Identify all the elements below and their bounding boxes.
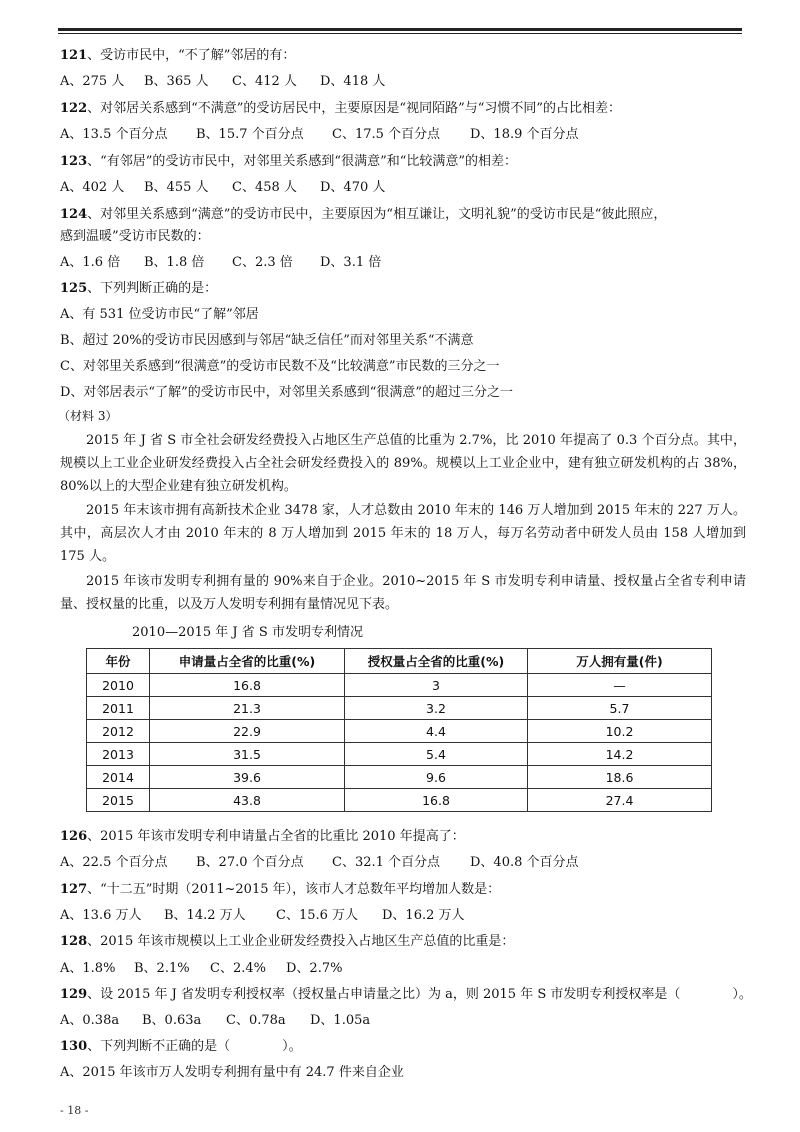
question-125	[60, 277, 217, 296]
options-128	[60, 957, 342, 976]
options-126	[60, 851, 579, 870]
option-d: D、418 人	[320, 74, 386, 89]
page-number: - 18 -	[60, 1104, 89, 1117]
table-cell: 5.4	[345, 743, 528, 766]
question-number: 121	[60, 48, 88, 63]
option-b: B、超过 20%的受访市民因感到与邻居“缺乏信任”而对邻里关系“不满意	[60, 333, 474, 348]
column-header: 授权量占全省的比重(%)	[345, 649, 528, 674]
question-128	[60, 930, 514, 949]
question-number: 129	[60, 987, 88, 1002]
table-cell: 2015	[87, 789, 150, 812]
option-d: D、40.8 个百分点	[470, 855, 579, 870]
option-a: A、2015 年该市万人发明专利拥有量中有 24.7 件来自企业	[60, 1065, 404, 1080]
table-title: 2010—2015 年 J 省 S 市发明专利情况	[132, 625, 363, 640]
option-a: A、1.6 倍	[60, 255, 121, 270]
question-number: 125	[60, 281, 88, 296]
question-text: 、对邻里关系感到“满意”的受访市民中，主要原因为“相互谦让，文明礼貌”的受访市民是“彼此照应，	[87, 207, 667, 222]
table-cell: 3	[345, 674, 528, 697]
options-123	[60, 176, 385, 195]
table-row	[87, 674, 712, 697]
column-header: 万人拥有量(件)	[528, 649, 712, 674]
option-a: A、1.8%	[60, 961, 116, 976]
question-number: 128	[60, 934, 88, 949]
option-d: D、470 人	[320, 180, 386, 195]
column-header: 年份	[87, 649, 150, 674]
patent-table	[86, 648, 712, 812]
table-cell: 14.2	[528, 743, 712, 766]
question-text: 、设 2015 年 J 省发明专利授权率（授权量占申请量之比）为 a，则 2015 年 S 市发明专利授权率是（ ）。	[87, 987, 752, 1002]
option-c: C、2.3 倍	[232, 255, 293, 270]
option-d: D、18.9 个百分点	[470, 127, 579, 142]
table-cell: 5.7	[528, 697, 712, 720]
option-b: B、0.63a	[142, 1013, 202, 1028]
table-cell: 16.8	[345, 789, 528, 812]
header-rule-thin	[58, 33, 742, 34]
options-124	[60, 251, 381, 270]
question-129	[60, 983, 752, 1002]
option-a: A、22.5 个百分点	[60, 855, 168, 870]
option-c: C、17.5 个百分点	[332, 127, 441, 142]
table-row	[87, 789, 712, 812]
table-row	[87, 743, 712, 766]
material-paragraph-2: 2015 年末该市拥有高新技术企业 3478 家，人才总数由 2010 年末的 146 万人增加到 2015 年末的 227 万人。其中，高层次人才由 2010 年末的 8 万人增加到 2015 年末的 18 万人，每万名劳动者中研发人员由 158 人增加到 175 人。	[60, 503, 746, 564]
option-c: C、412 人	[232, 74, 297, 89]
question-text: 、2015 年该市发明专利申请量占全省的比重比 2010 年提高了：	[87, 829, 465, 844]
question-text: 、对邻居关系感到“不满意”的受访居民中，主要原因是“视同陌路”与“习惯不同”的占比相差：	[87, 101, 622, 116]
table-cell: 43.8	[150, 789, 345, 812]
column-header: 申请量占全省的比重(%)	[150, 649, 345, 674]
header-rule-thick	[58, 28, 742, 31]
question-number: 127	[60, 882, 88, 897]
question-text-continued: 感到温暖”受访市民数的：	[60, 229, 210, 244]
option-a: A、13.5 个百分点	[60, 127, 168, 142]
table-cell: —	[528, 674, 712, 697]
option-b: B、15.7 个百分点	[196, 127, 304, 142]
table-row	[87, 697, 712, 720]
options-121	[60, 70, 385, 89]
option-c: C、对邻里关系感到“很满意”的受访市民数不及“比较满意”市民数的三分之一	[60, 359, 500, 374]
option-c: C、0.78a	[226, 1013, 286, 1028]
option-d: D、16.2 万人	[382, 908, 465, 923]
table-cell: 2012	[87, 720, 150, 743]
question-text: 、“有邻居”的受访市民中，对邻里关系感到“很满意”和“比较满意”的相差：	[87, 154, 518, 169]
table-cell: 18.6	[528, 766, 712, 789]
option-c: C、15.6 万人	[276, 908, 359, 923]
option-b: B、14.2 万人	[164, 908, 246, 923]
question-124	[60, 203, 666, 222]
options-127	[60, 904, 465, 923]
question-number: 123	[60, 154, 88, 169]
table-cell: 31.5	[150, 743, 345, 766]
question-130	[60, 1035, 302, 1054]
table-row	[87, 720, 712, 743]
option-a: A、0.38a	[60, 1013, 120, 1028]
option-a: A、13.6 万人	[60, 908, 142, 923]
option-c: C、32.1 个百分点	[332, 855, 441, 870]
question-126	[60, 825, 465, 844]
table-row	[87, 766, 712, 789]
table-cell: 2013	[87, 743, 150, 766]
question-text: 、2015 年该市规模以上工业企业研发经费投入占地区生产总值的比重是：	[87, 934, 515, 949]
options-129	[60, 1009, 370, 1028]
question-number: 126	[60, 829, 88, 844]
table-cell: 27.4	[528, 789, 712, 812]
option-c: C、458 人	[232, 180, 297, 195]
table-header-row	[87, 649, 712, 674]
table-cell: 3.2	[345, 697, 528, 720]
question-text: 、“十二五”时期（2011~2015 年），该市人才总数年平均增加人数是：	[87, 882, 501, 897]
question-text: 、下列判断不正确的是（ ）。	[87, 1039, 302, 1054]
option-a: A、402 人	[60, 180, 125, 195]
question-121	[60, 44, 295, 63]
material-label: （材料 3）	[58, 409, 118, 423]
question-127	[60, 878, 500, 897]
option-b: B、27.0 个百分点	[196, 855, 304, 870]
options-122	[60, 123, 579, 142]
question-number: 130	[60, 1039, 88, 1054]
option-d: D、1.05a	[310, 1013, 371, 1028]
table-cell: 4.4	[345, 720, 528, 743]
option-b: B、365 人	[144, 74, 209, 89]
question-text: 、受访市民中，“不了解”邻居的有：	[87, 48, 296, 63]
question-122	[60, 97, 621, 116]
table-cell: 2014	[87, 766, 150, 789]
option-a: A、275 人	[60, 74, 125, 89]
material-paragraph-1: 2015 年 J 省 S 市全社会研发经费投入占地区生产总值的比重为 2.7%，比 2010 年提高了 0.3 个百分点。其中，规模以上工业企业研发经费投入占全社会研发经费投入的 89%。规模以上工业企业中，建有独立研发机构的占 38%，80%以上的大型企业建有独立研发机构。	[60, 433, 746, 494]
question-number: 122	[60, 101, 88, 116]
option-c: C、2.4%	[210, 961, 266, 976]
table-cell: 10.2	[528, 720, 712, 743]
table-cell: 39.6	[150, 766, 345, 789]
table-cell: 21.3	[150, 697, 345, 720]
option-b: B、1.8 倍	[144, 255, 205, 270]
option-d: D、2.7%	[286, 961, 343, 976]
option-d: D、对邻居表示“了解”的受访市民中，对邻里关系感到“很满意”的超过三分之一	[60, 385, 514, 400]
table-cell: 2011	[87, 697, 150, 720]
question-123	[60, 150, 517, 169]
material-paragraph-3: 2015 年该市发明专利拥有量的 90%来自于企业。2010~2015 年 S 市发明专利申请量、授权量占全省专利申请量、授权量的比重，以及万人发明专利拥有量情况见下表。	[60, 574, 746, 612]
table-cell: 9.6	[345, 766, 528, 789]
option-a: A、有 531 位受访市民“了解”邻居	[60, 307, 259, 322]
table-cell: 16.8	[150, 674, 345, 697]
option-d: D、3.1 倍	[320, 255, 382, 270]
question-text: 、下列判断正确的是：	[87, 281, 218, 296]
option-b: B、2.1%	[134, 961, 190, 976]
table-cell: 22.9	[150, 720, 345, 743]
table-cell: 2010	[87, 674, 150, 697]
question-number: 124	[60, 207, 88, 222]
option-b: B、455 人	[144, 180, 209, 195]
